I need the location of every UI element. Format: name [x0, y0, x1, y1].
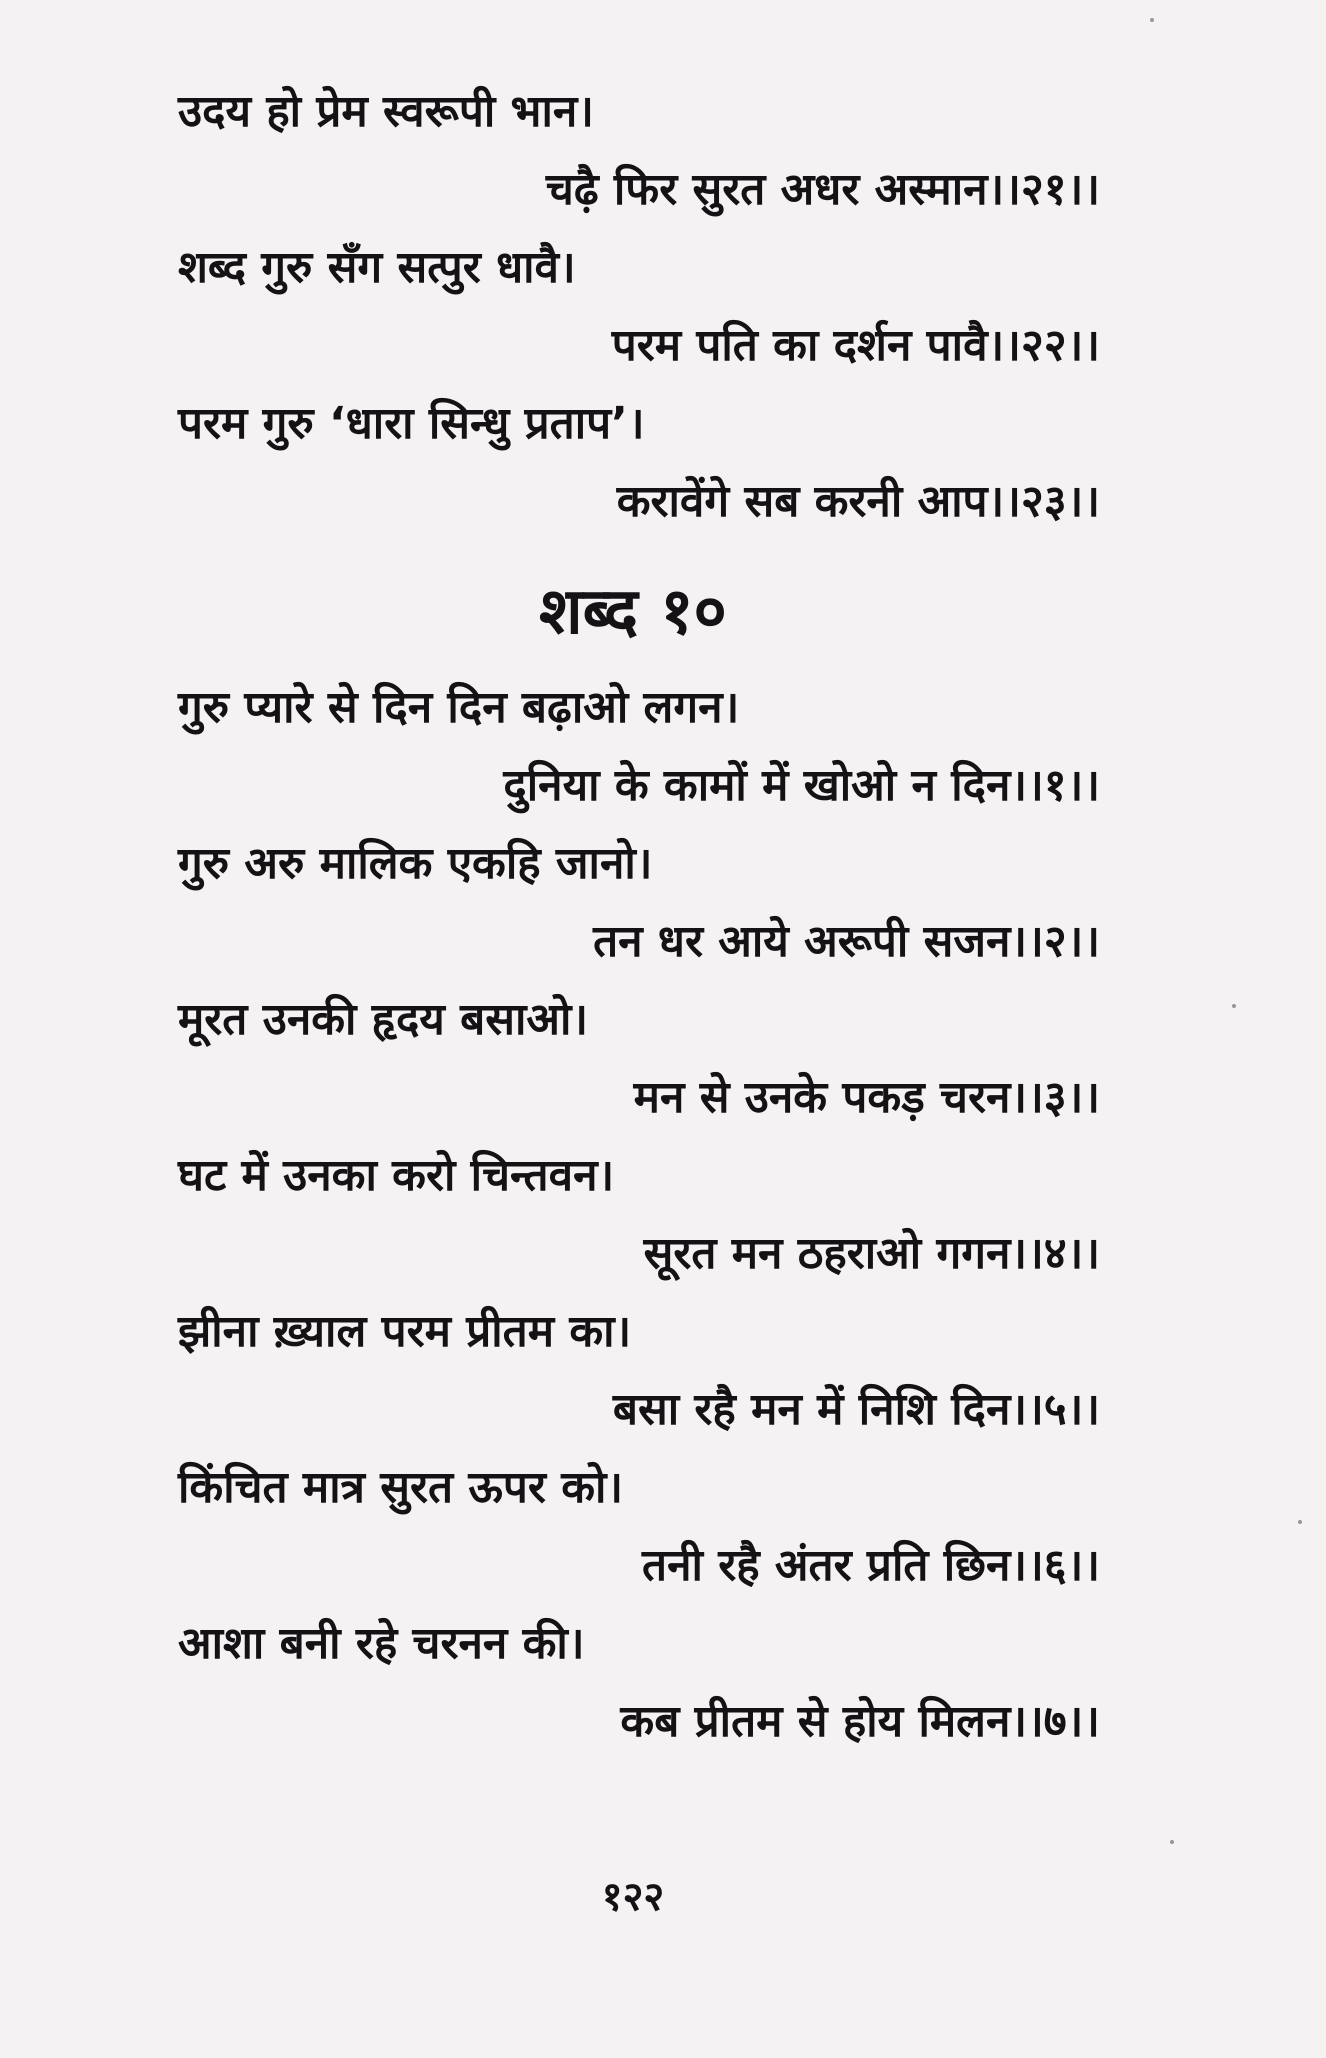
verse-line: बसा रहै मन में निशि दिन।।५।। [612, 1384, 1100, 1435]
verse-line: मन से उनके पकड़ चरन।।३।। [633, 1072, 1100, 1123]
paper-speck [1150, 18, 1154, 22]
shabd-heading: शब्द १० [539, 575, 727, 649]
verse-line: सूरत मन ठहराओ गगन।।४।। [643, 1228, 1100, 1279]
verse-line: मूरत उनकी हृदय बसाओ। [178, 994, 589, 1045]
verse-line: गुरु अरु मालिक एकहि जानो। [178, 838, 653, 889]
verse-line: कब प्रीतम से होय मिलन।।७।। [620, 1696, 1100, 1747]
verse-line: किंचित मात्र सुरत ऊपर को। [178, 1462, 624, 1513]
verse-line: दुनिया के कामों में खोओ न दिन।।१।। [503, 760, 1100, 811]
verse-line: परम गुरु ‘धारा सिन्धु प्रताप’। [178, 398, 645, 449]
paper-speck [1298, 1520, 1302, 1524]
verse-line: गुरु प्यारे से दिन दिन बढ़ाओ लगन। [178, 682, 740, 733]
verse-line: घट में उनका करो चिन्तवन। [178, 1150, 615, 1201]
verse-line: तनी रहै अंतर प्रति छिन।।६।। [642, 1540, 1100, 1591]
verse-line: चढ़ै फिर सुरत अधर अस्मान।।२१।। [545, 164, 1100, 215]
verse-line: आशा बनी रहे चरनन की। [178, 1618, 585, 1669]
verse-line: तन धर आये अरूपी सजन।।२।। [593, 916, 1100, 967]
page-number: १२२ [601, 1874, 665, 1920]
verse-line: परम पति का दर्शन पावै।।२२।। [611, 320, 1100, 371]
verse-line: शब्द गुरु सँग सत्पुर धावै। [178, 242, 576, 293]
verse-line: उदय हो प्रेम स्वरूपी भान। [178, 86, 594, 137]
paper-speck [1232, 1004, 1236, 1008]
verse-line: करावेंगे सब करनी आप।।२३।। [616, 476, 1100, 527]
paper-speck [1170, 1840, 1174, 1844]
verse-line: झीना ख़्याल परम प्रीतम का। [178, 1306, 632, 1357]
